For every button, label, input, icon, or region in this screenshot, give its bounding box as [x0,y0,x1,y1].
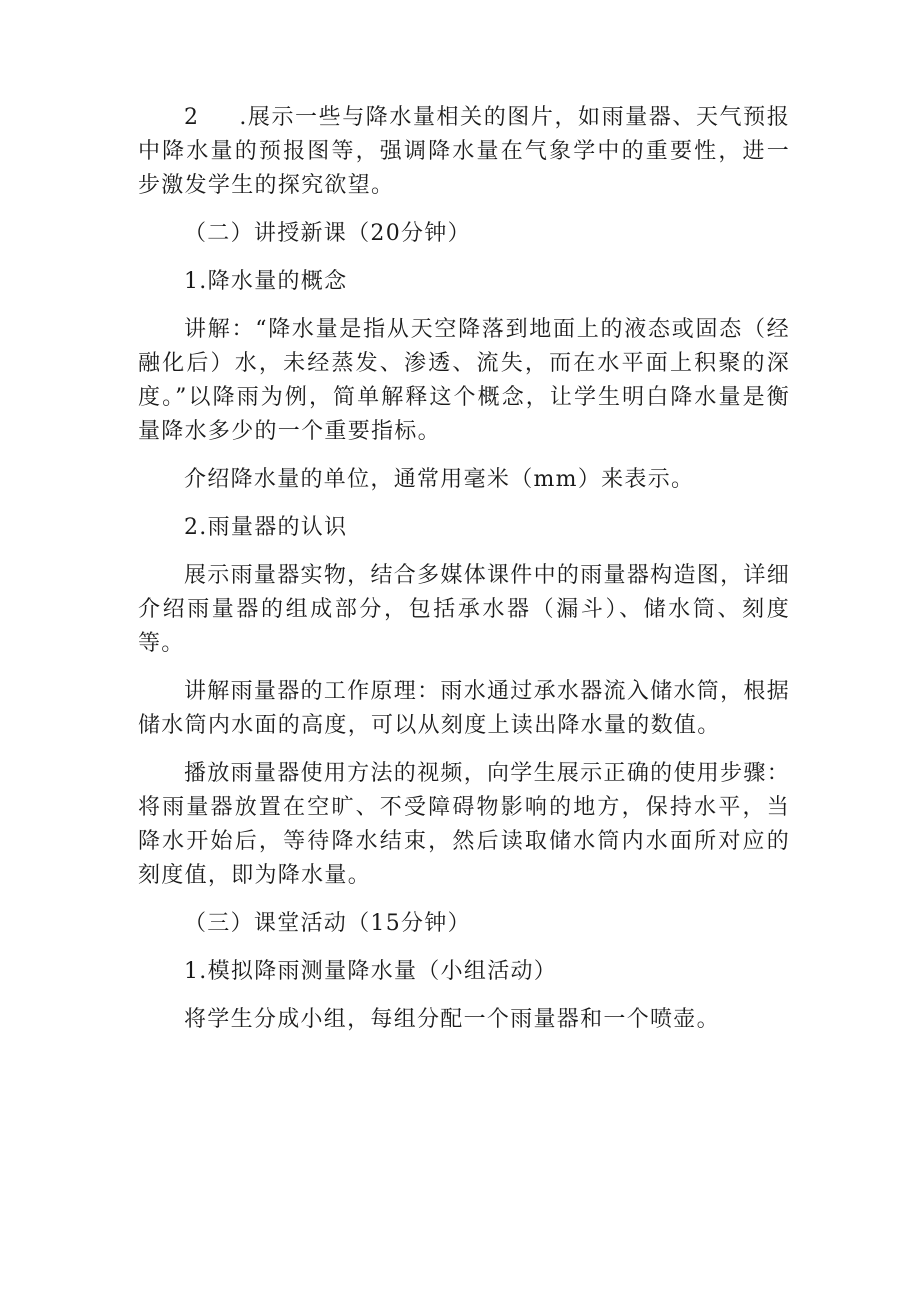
paragraph-text: .展示一些与降水量相关的图片，如雨量器、天气预报中降水量的预报图等，强调降水量在气象学中的重要性，进一步激发学生的探究欲望。 [138,105,790,198]
paragraph-gauge-video: 播放雨量器使用方法的视频，向学生展示正确的使用步骤：将雨量器放置在空旷、不受障碍物影响的地方，保持水平，当降水开始后，等待降水结束，然后读取储水筒内水面所对应的刻度值，即为降水量。 [138,761,790,888]
document-body [138,101,790,1037]
paragraph-gauge-principle: 讲解雨量器的工作原理：雨水通过承水器流入储水筒，根据储水筒内水面的高度，可以从刻度上读出降水量的数值。 [138,679,790,738]
section-heading-class-activity: （三）课堂活动（15分钟） [184,911,471,936]
paragraph-show-pictures [138,101,790,203]
subheading-simulated-rain: 1.模拟降雨测量降水量（小组活动） [184,959,558,984]
subheading-precipitation-concept: 1.降水量的概念 [184,269,348,294]
subheading-rain-gauge: 2.雨量器的认识 [184,515,348,540]
section-heading-new-lesson: （二）讲授新课（20分钟） [184,221,471,246]
paragraph-groups: 将学生分成小组，每组分配一个雨量器和一个喷壶。 [184,1007,720,1032]
paragraph-unit: 介绍降水量的单位，通常用毫米（mm）来表示。 [184,467,695,492]
paragraph-explain-concept: 讲解：“降水量是指从天空降落到地面上的液态或固态（经融化后）水，未经蒸发、渗透、流失，而在水平面上积聚的深度。”以降雨为例，简单解释这个概念，让学生明白降水量是衡量降水多少的一个重要指标。 [138,317,790,444]
list-number: 2 [184,105,200,130]
paragraph-gauge-parts: 展示雨量器实物，结合多媒体课件中的雨量器构造图，详细介绍雨量器的组成部分，包括承水器（漏斗）、储水筒、刻度等。 [138,563,790,656]
